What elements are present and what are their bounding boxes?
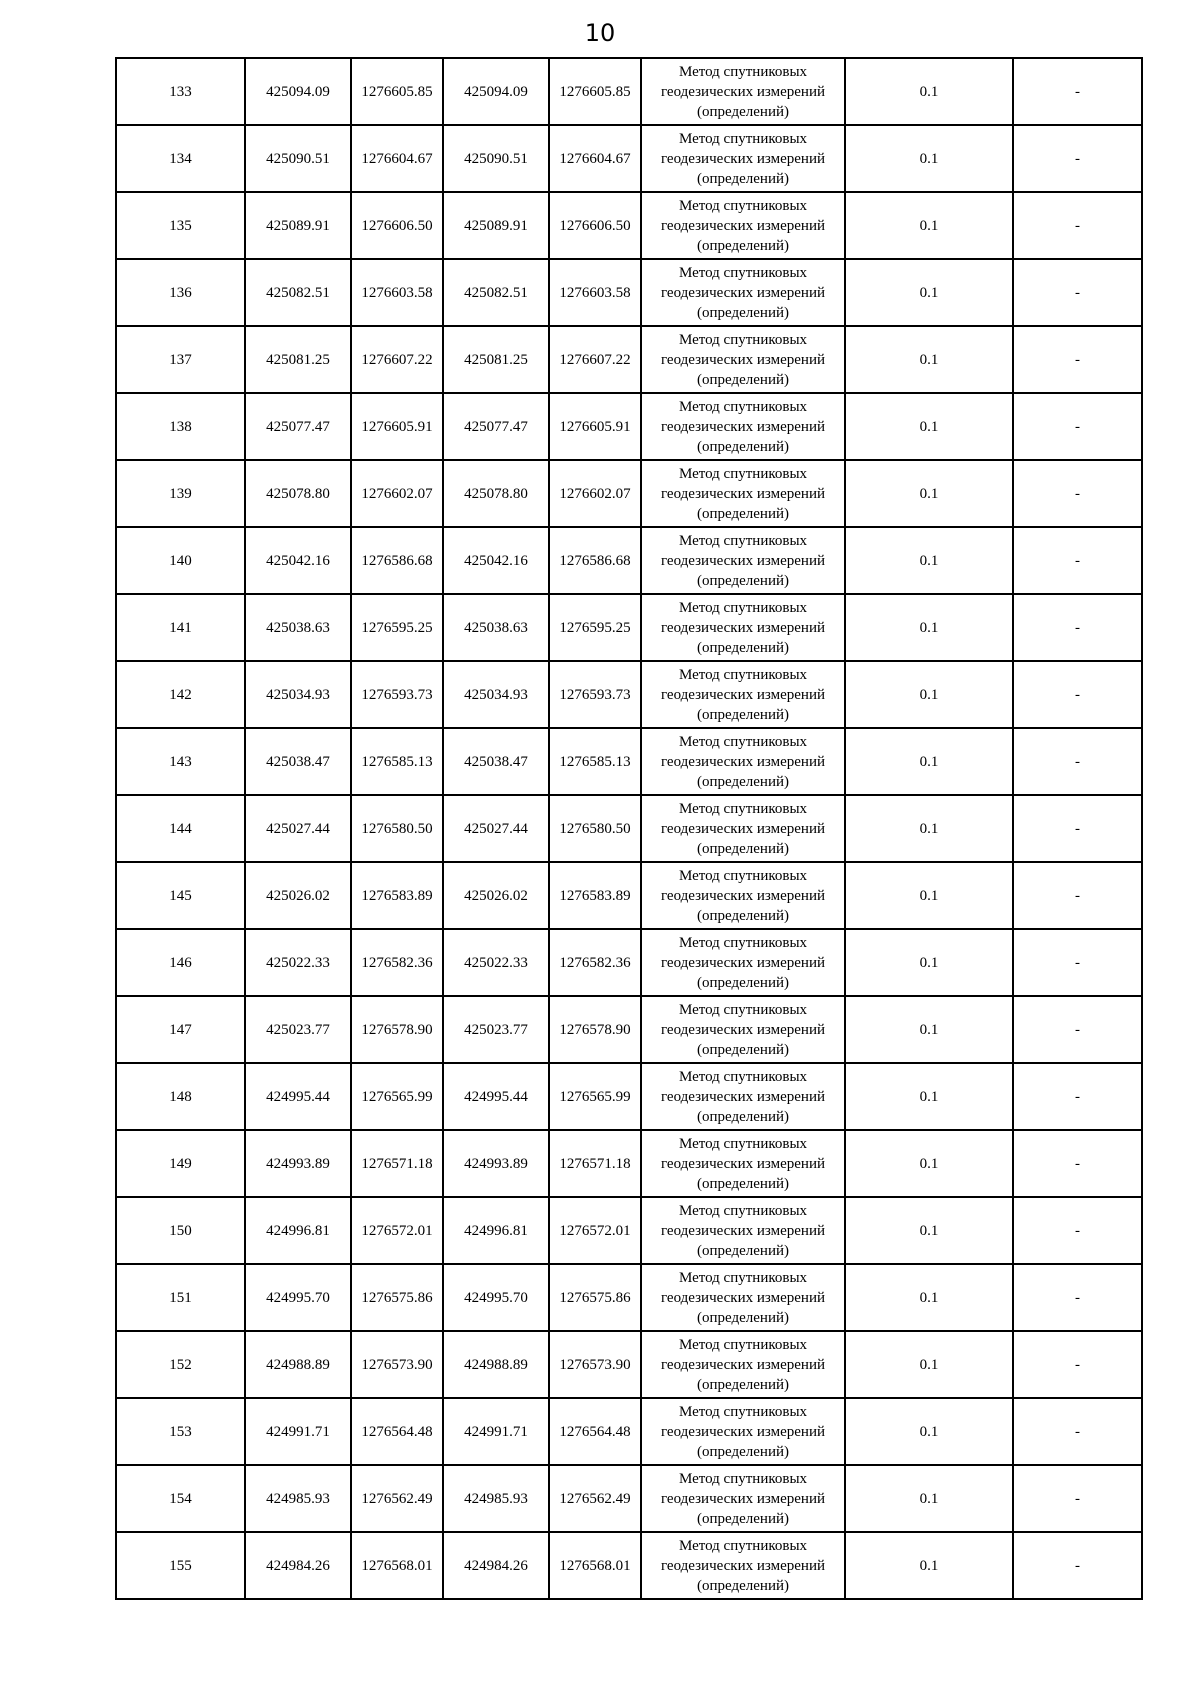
method-text-line3: (определений) — [697, 1577, 789, 1594]
y-refined-cell: 1276580.50 — [549, 795, 641, 862]
point-number-cell: 147 — [116, 996, 245, 1063]
y-refined-cell: 1276568.01 — [549, 1532, 641, 1599]
table-row — [116, 661, 1142, 728]
note-cell: - — [1013, 527, 1142, 594]
y-existing-cell: 1276580.50 — [351, 795, 443, 862]
accuracy-cell: 0.1 — [845, 125, 1013, 192]
x-existing-cell: 425038.47 — [245, 728, 351, 795]
y-refined-cell: 1276565.99 — [549, 1063, 641, 1130]
x-refined-cell: 425042.16 — [443, 527, 549, 594]
y-refined-cell: 1276585.13 — [549, 728, 641, 795]
accuracy-cell: 0.1 — [845, 661, 1013, 728]
method-text-line1: Метод спутниковых — [678, 1202, 808, 1219]
y-existing-cell: 1276583.89 — [351, 862, 443, 929]
note-cell: - — [1013, 594, 1142, 661]
method-text-line1: Метод спутниковых — [678, 1336, 808, 1353]
accuracy-cell: 0.1 — [845, 192, 1013, 259]
x-refined-cell: 425089.91 — [443, 192, 549, 259]
x-existing-cell: 425077.47 — [245, 393, 351, 460]
y-existing-cell: 1276606.50 — [351, 192, 443, 259]
accuracy-cell: 0.1 — [845, 1063, 1013, 1130]
x-existing-cell: 425042.16 — [245, 527, 351, 594]
table-row — [116, 862, 1142, 929]
point-number-cell: 142 — [116, 661, 245, 728]
y-existing-cell: 1276575.86 — [351, 1264, 443, 1331]
x-refined-cell: 425078.80 — [443, 460, 549, 527]
y-existing-cell: 1276565.99 — [351, 1063, 443, 1130]
table-row — [116, 1063, 1142, 1130]
method-text-line3: (определений) — [697, 304, 789, 321]
y-existing-cell: 1276571.18 — [351, 1130, 443, 1197]
table-row — [116, 58, 1142, 125]
method-text-line3: (определений) — [697, 1175, 789, 1192]
accuracy-cell: 0.1 — [845, 728, 1013, 795]
x-refined-cell: 425026.02 — [443, 862, 549, 929]
method-text-line2: геодезических измерений — [660, 217, 826, 234]
accuracy-cell: 0.1 — [845, 1465, 1013, 1532]
method-text-line3: (определений) — [697, 974, 789, 991]
table-row — [116, 929, 1142, 996]
method-cell — [641, 125, 845, 192]
table-row — [116, 1264, 1142, 1331]
method-text-line3: (определений) — [697, 170, 789, 187]
method-text-line2: геодезических измерений — [660, 1088, 826, 1105]
x-refined-cell: 425023.77 — [443, 996, 549, 1063]
x-refined-cell: 425038.47 — [443, 728, 549, 795]
method-cell — [641, 259, 845, 326]
method-text-line1: Метод спутниковых — [678, 398, 808, 415]
note-cell: - — [1013, 1264, 1142, 1331]
table-row — [116, 393, 1142, 460]
method-text-line2: геодезических измерений — [660, 83, 826, 100]
note-cell: - — [1013, 1130, 1142, 1197]
method-cell — [641, 661, 845, 728]
method-text-line2: геодезических измерений — [660, 1222, 826, 1239]
method-cell — [641, 1465, 845, 1532]
point-number-cell: 134 — [116, 125, 245, 192]
accuracy-cell: 0.1 — [845, 460, 1013, 527]
point-number-cell: 136 — [116, 259, 245, 326]
x-existing-cell: 425089.91 — [245, 192, 351, 259]
method-cell — [641, 326, 845, 393]
method-text-line2: геодезических измерений — [660, 284, 826, 301]
method-text-line1: Метод спутниковых — [678, 264, 808, 281]
method-text-line1: Метод спутниковых — [678, 934, 808, 951]
table-row — [116, 1532, 1142, 1599]
x-refined-cell: 424985.93 — [443, 1465, 549, 1532]
method-text-line1: Метод спутниковых — [678, 130, 808, 147]
x-existing-cell: 425094.09 — [245, 58, 351, 125]
accuracy-cell: 0.1 — [845, 862, 1013, 929]
y-refined-cell: 1276586.68 — [549, 527, 641, 594]
method-text-line1: Метод спутниковых — [678, 1269, 808, 1286]
x-existing-cell: 425081.25 — [245, 326, 351, 393]
accuracy-cell: 0.1 — [845, 259, 1013, 326]
x-existing-cell: 424991.71 — [245, 1398, 351, 1465]
method-text-line3: (определений) — [697, 438, 789, 455]
point-number-cell: 135 — [116, 192, 245, 259]
point-number-cell: 150 — [116, 1197, 245, 1264]
x-existing-cell: 424995.70 — [245, 1264, 351, 1331]
x-existing-cell: 424995.44 — [245, 1063, 351, 1130]
y-refined-cell: 1276593.73 — [549, 661, 641, 728]
note-cell: - — [1013, 326, 1142, 393]
method-text-line3: (определений) — [697, 1242, 789, 1259]
method-text-line2: геодезических измерений — [660, 1021, 826, 1038]
method-text-line3: (определений) — [697, 1108, 789, 1125]
method-text-line1: Метод спутниковых — [678, 733, 808, 750]
y-refined-cell: 1276582.36 — [549, 929, 641, 996]
method-text-line3: (определений) — [697, 840, 789, 857]
x-existing-cell: 425078.80 — [245, 460, 351, 527]
method-cell — [641, 460, 845, 527]
point-number-cell: 152 — [116, 1331, 245, 1398]
point-number-cell: 139 — [116, 460, 245, 527]
method-cell — [641, 728, 845, 795]
method-cell — [641, 862, 845, 929]
method-cell — [641, 1331, 845, 1398]
y-existing-cell: 1276604.67 — [351, 125, 443, 192]
table-row — [116, 1465, 1142, 1532]
method-text-line1: Метод спутниковых — [678, 666, 808, 683]
note-cell: - — [1013, 125, 1142, 192]
y-existing-cell: 1276573.90 — [351, 1331, 443, 1398]
method-cell — [641, 795, 845, 862]
note-cell: - — [1013, 1398, 1142, 1465]
point-number-cell: 148 — [116, 1063, 245, 1130]
accuracy-cell: 0.1 — [845, 1130, 1013, 1197]
y-refined-cell: 1276575.86 — [549, 1264, 641, 1331]
note-cell: - — [1013, 393, 1142, 460]
x-existing-cell: 425082.51 — [245, 259, 351, 326]
accuracy-cell: 0.1 — [845, 393, 1013, 460]
point-number-cell: 146 — [116, 929, 245, 996]
accuracy-cell: 0.1 — [845, 1331, 1013, 1398]
method-text-line2: геодезических измерений — [660, 1557, 826, 1574]
method-cell — [641, 58, 845, 125]
point-number-cell: 140 — [116, 527, 245, 594]
method-text-line3: (определений) — [697, 371, 789, 388]
method-text-line2: геодезических измерений — [660, 552, 826, 569]
x-existing-cell: 424993.89 — [245, 1130, 351, 1197]
method-text-line1: Метод спутниковых — [678, 63, 808, 80]
x-refined-cell: 425081.25 — [443, 326, 549, 393]
method-cell — [641, 1532, 845, 1599]
method-text-line3: (определений) — [697, 1376, 789, 1393]
method-cell — [641, 393, 845, 460]
method-cell — [641, 929, 845, 996]
x-existing-cell: 424985.93 — [245, 1465, 351, 1532]
method-text-line2: геодезических измерений — [660, 351, 826, 368]
method-text-line2: геодезических измерений — [660, 1490, 826, 1507]
method-cell — [641, 527, 845, 594]
x-refined-cell: 425077.47 — [443, 393, 549, 460]
accuracy-cell: 0.1 — [845, 795, 1013, 862]
y-refined-cell: 1276607.22 — [549, 326, 641, 393]
y-existing-cell: 1276572.01 — [351, 1197, 443, 1264]
y-existing-cell: 1276585.13 — [351, 728, 443, 795]
method-cell — [641, 996, 845, 1063]
point-number-cell: 151 — [116, 1264, 245, 1331]
accuracy-cell: 0.1 — [845, 58, 1013, 125]
table-row — [116, 192, 1142, 259]
x-refined-cell: 425082.51 — [443, 259, 549, 326]
y-existing-cell: 1276593.73 — [351, 661, 443, 728]
y-refined-cell: 1276604.67 — [549, 125, 641, 192]
point-number-cell: 133 — [116, 58, 245, 125]
x-refined-cell: 424988.89 — [443, 1331, 549, 1398]
note-cell: - — [1013, 1331, 1142, 1398]
y-refined-cell: 1276578.90 — [549, 996, 641, 1063]
accuracy-cell: 0.1 — [845, 929, 1013, 996]
method-text-line2: геодезических измерений — [660, 753, 826, 770]
x-refined-cell: 424993.89 — [443, 1130, 549, 1197]
table-row — [116, 728, 1142, 795]
x-existing-cell: 424996.81 — [245, 1197, 351, 1264]
note-cell: - — [1013, 460, 1142, 527]
y-existing-cell: 1276564.48 — [351, 1398, 443, 1465]
point-number-cell: 149 — [116, 1130, 245, 1197]
x-refined-cell: 425034.93 — [443, 661, 549, 728]
x-refined-cell: 425038.63 — [443, 594, 549, 661]
note-cell: - — [1013, 1197, 1142, 1264]
x-existing-cell: 425090.51 — [245, 125, 351, 192]
point-number-cell: 145 — [116, 862, 245, 929]
y-existing-cell: 1276562.49 — [351, 1465, 443, 1532]
method-text-line3: (определений) — [697, 103, 789, 120]
y-refined-cell: 1276583.89 — [549, 862, 641, 929]
y-existing-cell: 1276578.90 — [351, 996, 443, 1063]
note-cell: - — [1013, 996, 1142, 1063]
method-cell — [641, 1398, 845, 1465]
method-text-line3: (определений) — [697, 1443, 789, 1460]
accuracy-cell: 0.1 — [845, 1532, 1013, 1599]
note-cell: - — [1013, 259, 1142, 326]
y-refined-cell: 1276572.01 — [549, 1197, 641, 1264]
method-text-line2: геодезических измерений — [660, 954, 826, 971]
x-existing-cell: 424984.26 — [245, 1532, 351, 1599]
method-text-line3: (определений) — [697, 1510, 789, 1527]
table-row — [116, 1331, 1142, 1398]
accuracy-cell: 0.1 — [845, 594, 1013, 661]
x-existing-cell: 425027.44 — [245, 795, 351, 862]
table-row — [116, 527, 1142, 594]
table-row — [116, 594, 1142, 661]
accuracy-cell: 0.1 — [845, 1197, 1013, 1264]
method-text-line3: (определений) — [697, 773, 789, 790]
y-existing-cell: 1276607.22 — [351, 326, 443, 393]
point-number-cell: 137 — [116, 326, 245, 393]
method-text-line2: геодезических измерений — [660, 619, 826, 636]
note-cell: - — [1013, 728, 1142, 795]
method-cell — [641, 1264, 845, 1331]
y-existing-cell: 1276595.25 — [351, 594, 443, 661]
method-text-line3: (определений) — [697, 639, 789, 656]
y-existing-cell: 1276582.36 — [351, 929, 443, 996]
x-refined-cell: 425027.44 — [443, 795, 549, 862]
x-existing-cell: 425026.02 — [245, 862, 351, 929]
method-text-line3: (определений) — [697, 1041, 789, 1058]
y-existing-cell: 1276605.85 — [351, 58, 443, 125]
point-number-cell: 143 — [116, 728, 245, 795]
accuracy-cell: 0.1 — [845, 1264, 1013, 1331]
point-number-cell: 144 — [116, 795, 245, 862]
accuracy-cell: 0.1 — [845, 996, 1013, 1063]
method-text-line1: Метод спутниковых — [678, 1068, 808, 1085]
x-refined-cell: 424995.44 — [443, 1063, 549, 1130]
method-text-line3: (определений) — [697, 237, 789, 254]
point-number-cell: 138 — [116, 393, 245, 460]
x-refined-cell: 425094.09 — [443, 58, 549, 125]
y-refined-cell: 1276564.48 — [549, 1398, 641, 1465]
table-row — [116, 996, 1142, 1063]
method-text-line2: геодезических измерений — [660, 820, 826, 837]
table-row — [116, 259, 1142, 326]
x-existing-cell: 424988.89 — [245, 1331, 351, 1398]
method-text-line1: Метод спутниковых — [678, 532, 808, 549]
method-text-line3: (определений) — [697, 505, 789, 522]
point-number-cell: 153 — [116, 1398, 245, 1465]
x-refined-cell: 424995.70 — [443, 1264, 549, 1331]
method-text-line1: Метод спутниковых — [678, 800, 808, 817]
method-text-line1: Метод спутниковых — [678, 465, 808, 482]
method-cell — [641, 594, 845, 661]
x-refined-cell: 424996.81 — [443, 1197, 549, 1264]
table-row — [116, 1398, 1142, 1465]
method-text-line1: Метод спутниковых — [678, 867, 808, 884]
method-text-line2: геодезических измерений — [660, 1155, 826, 1172]
y-existing-cell: 1276603.58 — [351, 259, 443, 326]
y-refined-cell: 1276562.49 — [549, 1465, 641, 1532]
method-text-line3: (определений) — [697, 572, 789, 589]
method-cell — [641, 1197, 845, 1264]
y-existing-cell: 1276586.68 — [351, 527, 443, 594]
method-cell — [641, 1063, 845, 1130]
point-number-cell: 154 — [116, 1465, 245, 1532]
accuracy-cell: 0.1 — [845, 1398, 1013, 1465]
y-existing-cell: 1276602.07 — [351, 460, 443, 527]
note-cell: - — [1013, 929, 1142, 996]
table-row — [116, 1130, 1142, 1197]
method-text-line1: Метод спутниковых — [678, 1001, 808, 1018]
note-cell: - — [1013, 1465, 1142, 1532]
y-refined-cell: 1276606.50 — [549, 192, 641, 259]
x-existing-cell: 425022.33 — [245, 929, 351, 996]
y-existing-cell: 1276568.01 — [351, 1532, 443, 1599]
page-number: 10 — [584, 19, 616, 47]
coordinates-table-body — [116, 58, 1142, 1599]
x-refined-cell: 424984.26 — [443, 1532, 549, 1599]
method-text-line2: геодезических измерений — [660, 1423, 826, 1440]
note-cell: - — [1013, 192, 1142, 259]
method-text-line2: геодезических измерений — [660, 686, 826, 703]
table-row — [116, 1197, 1142, 1264]
method-text-line2: геодезических измерений — [660, 150, 826, 167]
x-refined-cell: 425090.51 — [443, 125, 549, 192]
table-row — [116, 326, 1142, 393]
method-text-line3: (определений) — [697, 706, 789, 723]
note-cell: - — [1013, 1063, 1142, 1130]
y-refined-cell: 1276605.85 — [549, 58, 641, 125]
method-text-line1: Метод спутниковых — [678, 197, 808, 214]
coordinates-table — [115, 57, 1143, 1600]
point-number-cell: 141 — [116, 594, 245, 661]
y-refined-cell: 1276603.58 — [549, 259, 641, 326]
method-text-line1: Метод спутниковых — [678, 1403, 808, 1420]
note-cell: - — [1013, 862, 1142, 929]
point-number-cell: 155 — [116, 1532, 245, 1599]
method-text-line2: геодезических измерений — [660, 887, 826, 904]
table-row — [116, 460, 1142, 527]
table-row — [116, 125, 1142, 192]
note-cell: - — [1013, 58, 1142, 125]
table-row — [116, 795, 1142, 862]
method-text-line1: Метод спутниковых — [678, 1537, 808, 1554]
y-refined-cell: 1276602.07 — [549, 460, 641, 527]
method-text-line1: Метод спутниковых — [678, 599, 808, 616]
method-text-line2: геодезических измерений — [660, 1289, 826, 1306]
method-text-line1: Метод спутниковых — [678, 1135, 808, 1152]
method-text-line2: геодезических измерений — [660, 1356, 826, 1373]
x-refined-cell: 425022.33 — [443, 929, 549, 996]
x-existing-cell: 425023.77 — [245, 996, 351, 1063]
note-cell: - — [1013, 795, 1142, 862]
method-text-line1: Метод спутниковых — [678, 331, 808, 348]
method-text-line3: (определений) — [697, 1309, 789, 1326]
method-text-line1: Метод спутниковых — [678, 1470, 808, 1487]
accuracy-cell: 0.1 — [845, 527, 1013, 594]
method-text-line3: (определений) — [697, 907, 789, 924]
method-cell — [641, 192, 845, 259]
y-existing-cell: 1276605.91 — [351, 393, 443, 460]
x-existing-cell: 425034.93 — [245, 661, 351, 728]
y-refined-cell: 1276571.18 — [549, 1130, 641, 1197]
accuracy-cell: 0.1 — [845, 326, 1013, 393]
method-cell — [641, 1130, 845, 1197]
method-text-line2: геодезических измерений — [660, 418, 826, 435]
x-refined-cell: 424991.71 — [443, 1398, 549, 1465]
method-text-line2: геодезических измерений — [660, 485, 826, 502]
x-existing-cell: 425038.63 — [245, 594, 351, 661]
y-refined-cell: 1276573.90 — [549, 1331, 641, 1398]
note-cell: - — [1013, 661, 1142, 728]
note-cell: - — [1013, 1532, 1142, 1599]
y-refined-cell: 1276605.91 — [549, 393, 641, 460]
y-refined-cell: 1276595.25 — [549, 594, 641, 661]
